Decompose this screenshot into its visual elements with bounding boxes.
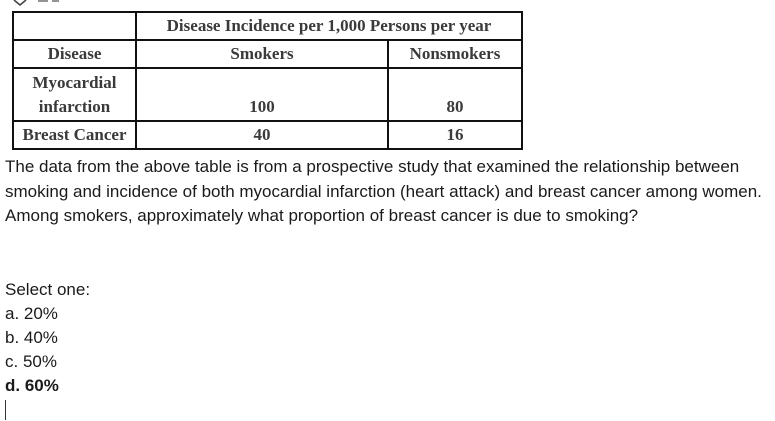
nonsmokers-value-cell: 80: [388, 68, 522, 121]
cropped-text-fragment: [12, 0, 60, 6]
question-text: The data from the above table is from a prospective study that examined the relationship between smoking and incidence of both myocardial infarction (heart attack) and breast cancer among women. Among smokers, approximately what proportion of breast cancer is due to smoking?: [5, 157, 762, 225]
answer-options-list: [5, 302, 59, 398]
table-header-row-group: [13, 12, 522, 40]
text-cursor: [5, 400, 6, 420]
disease-name-line1: Myocardial: [32, 72, 117, 92]
column-header-disease: Disease: [13, 40, 136, 68]
smokers-value-cell: 40: [136, 121, 388, 149]
answer-option-b[interactable]: b. 40%: [5, 328, 58, 347]
disease-name-cell: Breast Cancer: [13, 121, 136, 149]
smokers-value-cell: 100: [136, 68, 388, 121]
answer-option-c[interactable]: c. 50%: [5, 352, 57, 371]
table-group-header: Disease Incidence per 1,000 Persons per year: [136, 12, 522, 40]
table-header-row: [13, 40, 522, 68]
column-header-nonsmokers: Nonsmokers: [388, 40, 522, 68]
answer-option-d[interactable]: d. 60%: [5, 376, 59, 395]
table-row: [13, 121, 522, 149]
column-header-smokers: Smokers: [136, 40, 388, 68]
disease-name-line2: infarction: [38, 96, 111, 116]
select-one-label: Select one:: [5, 280, 91, 299]
table-corner-cell: [13, 12, 136, 40]
nonsmokers-value-cell: 16: [388, 121, 522, 149]
disease-name-cell: [13, 68, 136, 121]
incidence-table: [12, 11, 523, 150]
answer-option-a[interactable]: a. 20%: [5, 304, 58, 323]
table-row: [13, 68, 522, 121]
